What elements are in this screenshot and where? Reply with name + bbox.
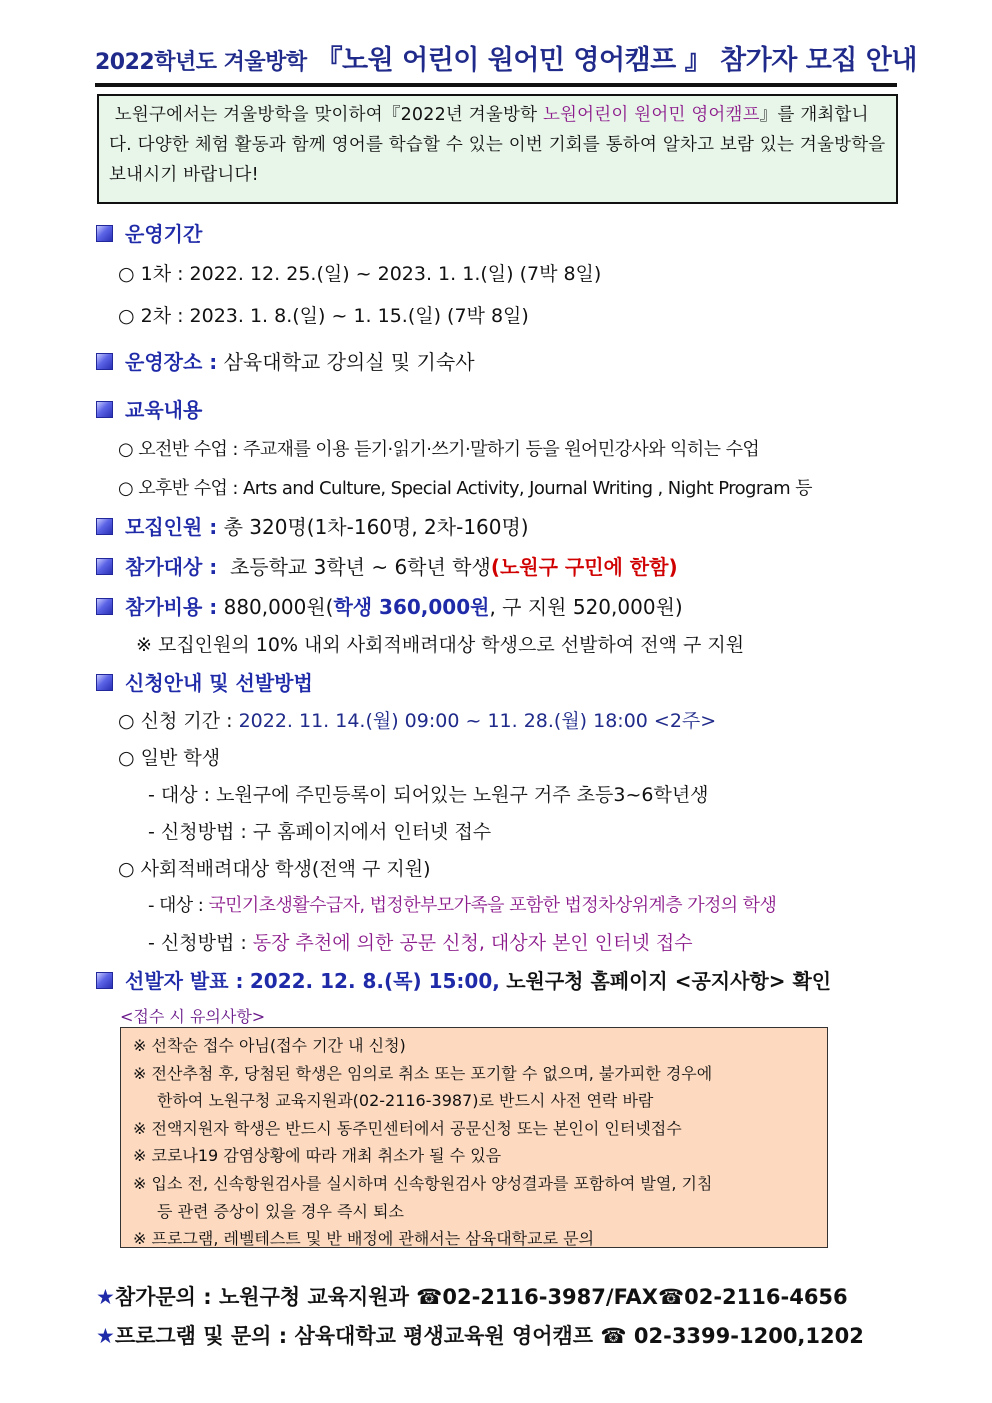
section-fee — [96, 591, 683, 620]
period-item-2: ○ 2차 : 2023. 1. 8.(일) ~ 1. 15.(일) (7박 8일) — [118, 305, 529, 327]
apply-period — [118, 706, 716, 733]
section-venue — [96, 346, 475, 375]
notice-item: ※ 입소 전, 신속항원검사를 실시하며 신속항원검사 양성결과를 포함하여 발열, 기침 — [133, 1173, 713, 1193]
apply-general-method: - 신청방법 : 구 홈페이지에서 인터넷 접수 — [148, 821, 492, 843]
square-bullet-icon — [96, 674, 113, 691]
square-bullet-icon — [96, 401, 113, 418]
period-item-1: ○ 1차 : 2022. 12. 25.(일) ~ 2023. 1. 1.(일) (7박 8일) — [118, 263, 602, 285]
square-bullet-icon — [96, 353, 113, 370]
apply-period-value: 2022. 11. 14.(월) 09:00 ~ 11. 28.(월) 18:00 <2주> — [238, 710, 717, 732]
apply-social-method-value: 동장 추천에 의한 공문 신청, 대상자 본인 인터넷 접수 — [252, 932, 693, 954]
title-year: 2022학년도 겨울방학 — [95, 50, 307, 75]
notice-item: ※ 전산추첨 후, 당첨된 학생은 임의로 취소 또는 포기할 수 없으며, 불가피한 경우에 — [133, 1063, 713, 1083]
contact-program — [96, 1320, 864, 1350]
notice-item: ※ 선착순 접수 아님(접수 기간 내 신청) — [133, 1036, 406, 1055]
square-bullet-icon — [96, 225, 113, 242]
notice-box — [120, 1027, 828, 1248]
announce-heading: 선발자 발표 : — [125, 969, 244, 993]
announce-datetime: 2022. 12. 8.(목) 15:00, — [249, 969, 500, 993]
fee-heading: 참가비용 : — [125, 595, 218, 619]
section-period — [96, 218, 202, 247]
title-divider — [95, 83, 897, 87]
education-item-2: ○ 오후반 수업 : Arts and Culture, Special Activity, Journal Writing , Night Program 등 — [118, 478, 812, 499]
notice-item-cont: 한하여 노원구청 교육지원과(02-2116-3987)로 반드시 사전 연락 바람 — [157, 1091, 654, 1111]
target-heading: 참가대상 : — [125, 555, 218, 579]
intro-box — [97, 94, 898, 204]
apply-social: ○ 사회적배려대상 학생(전액 구 지원) — [118, 858, 431, 880]
square-bullet-icon — [96, 598, 113, 615]
notice-item: ※ 전액지원자 학생은 반드시 동주민센터에서 공문신청 또는 본인이 인터넷접수 — [133, 1118, 682, 1138]
contact-inquiry-text: 참가문의 : 노원구청 교육지원과 ☎02-2116-3987/FAX☎02-2116-4656 — [114, 1285, 848, 1309]
fee-student: 학생 360,000원 — [333, 595, 490, 619]
apply-social-target-value: 국민기초생활수급자, 법정한부모가족을 포함한 법정차상위계층 가정의 학생 — [208, 895, 777, 916]
square-bullet-icon — [96, 558, 113, 575]
apply-period-label: ○ 신청 기간 : — [118, 710, 239, 732]
venue-value: 삼육대학교 강의실 및 기숙사 — [223, 350, 475, 374]
apply-social-method — [148, 928, 693, 955]
notice-label: <접수 시 유의사항> — [120, 1007, 266, 1026]
intro-text-2: 』를 개최합니다. 다양한 체험 활동과 함께 영어를 학습할 수 있는 이번 기회를 통하여 알차고 보람 있는 겨울방학을 보내시기 바랍니다! — [109, 105, 886, 185]
apply-general: ○ 일반 학생 — [118, 747, 221, 769]
star-icon: ★ — [96, 1285, 115, 1309]
apply-heading: 신청안내 및 선발방법 — [125, 671, 313, 695]
period-heading: 운영기간 — [125, 222, 203, 246]
apply-social-target — [148, 891, 776, 917]
section-education — [96, 394, 202, 423]
education-item-1: ○ 오전반 수업 : 주교재를 이용 듣기·읽기·쓰기·말하기 등을 원어민강사와 익히는 수업 — [118, 439, 760, 460]
fee-value-a: 880,000원( — [223, 595, 334, 619]
section-announce — [96, 965, 831, 994]
section-apply — [96, 667, 313, 696]
fee-value-c: , 구 지원 520,000원) — [489, 595, 683, 619]
notice-item: ※ 프로그램, 레벨테스트 및 반 배정에 관해서는 삼육대학교로 문의 — [133, 1229, 595, 1249]
apply-social-method-label: - 신청방법 : — [148, 932, 253, 954]
notice-item-cont: 등 관련 증상이 있을 경우 즉시 퇴소 — [157, 1201, 404, 1221]
intro-text-1: 노원구에서는 겨울방학을 맞이하여『2022년 겨울방학 — [114, 105, 543, 125]
recruit-value: 총 320명(1차-160명, 2차-160명) — [223, 515, 529, 539]
apply-general-target: - 대상 : 노원구에 주민등록이 되어있는 노원구 거주 초등3~6학년생 — [148, 784, 709, 806]
recruit-heading: 모집인원 : — [125, 515, 218, 539]
apply-social-target-label: - 대상 : — [148, 895, 209, 916]
education-heading: 교육내용 — [125, 398, 203, 422]
target-value: 초등학교 3학년 ~ 6학년 학생 — [229, 555, 491, 579]
section-target — [96, 551, 678, 580]
page-title — [95, 38, 917, 77]
fee-note: ※ 모집인원의 10% 내외 사회적배려대상 학생으로 선발하여 전액 구 지원 — [136, 634, 745, 656]
intro-highlight: 노원어린이 원어민 영어캠프 — [542, 105, 760, 125]
target-highlight: (노원구 구민에 한함) — [490, 555, 678, 579]
venue-heading: 운영장소 : — [125, 350, 218, 374]
title-main: 『노원 어린이 원어민 영어캠프 』 참가자 모집 안내 — [315, 45, 917, 76]
section-recruit — [96, 511, 529, 540]
square-bullet-icon — [96, 972, 113, 989]
star-icon: ★ — [96, 1324, 115, 1348]
square-bullet-icon — [96, 518, 113, 535]
contact-inquiry — [96, 1281, 848, 1311]
announce-rest: 노원구청 홈페이지 <공지사항> 확인 — [506, 969, 832, 993]
contact-program-text: 프로그램 및 문의 : 삼육대학교 평생교육원 영어캠프 ☎ 02-3399-1200,1202 — [114, 1324, 864, 1348]
notice-item: ※ 코로나19 감염상황에 따라 개최 취소가 될 수 있음 — [133, 1146, 502, 1166]
